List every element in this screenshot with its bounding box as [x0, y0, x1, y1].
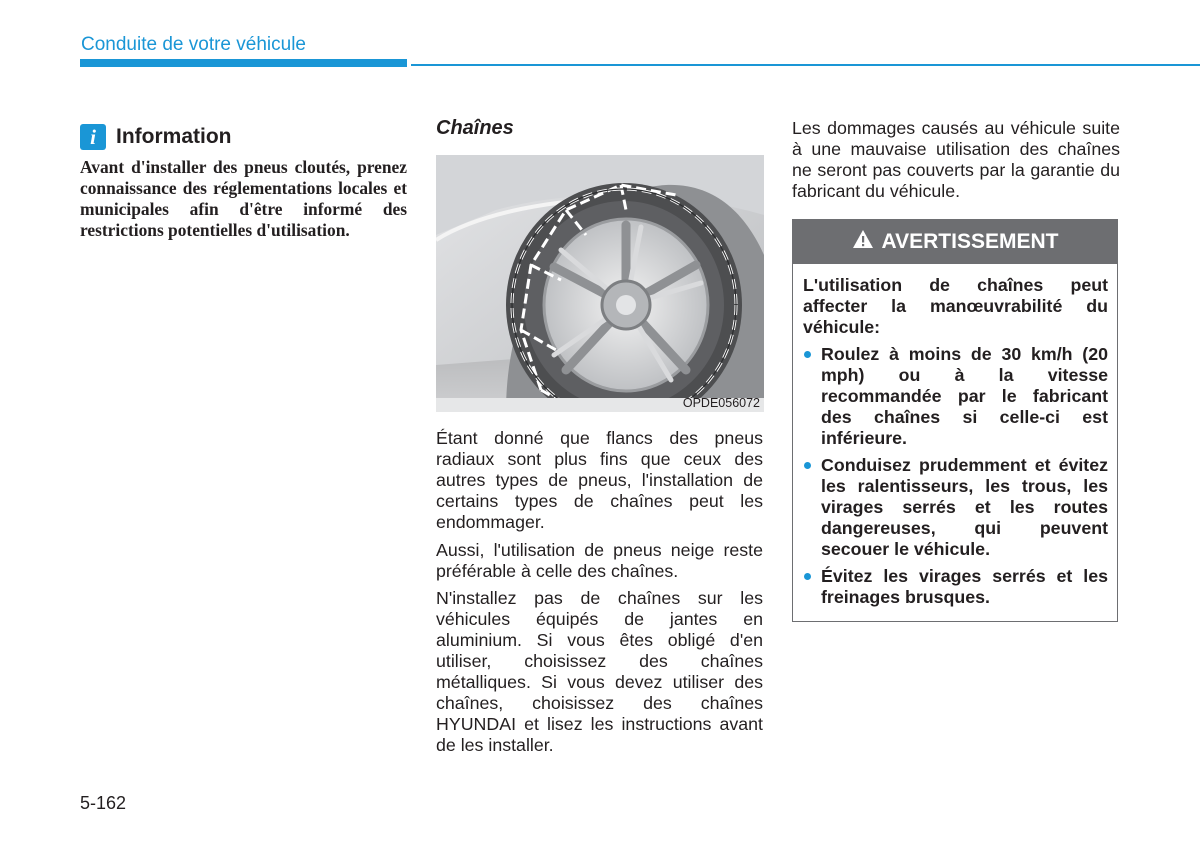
chains-paragraph-3: N'installez pas de chaînes sur les véhicules équipés de jantes en aluminium. Si vous êtes obligé d'en utiliser, choisissez des chaînes métalliques. Si vous devez utiliser des chaînes, choisissez des chaînes HYUNDAI et lisez les instructions avant de les installer.: [436, 588, 763, 755]
info-icon: i: [80, 124, 106, 150]
warning-list: [803, 566, 1108, 608]
warning-lead-text: L'utilisation de chaînes peut affecter la manœuvrabilité du véhicule:: [803, 275, 1108, 337]
information-title: Information: [116, 125, 232, 148]
warning-list-item: [803, 344, 1108, 449]
warning-header: [793, 220, 1117, 264]
chains-paragraph-2: Aussi, l'utilisation de pneus neige reste préférable à celle des chaînes.: [436, 540, 763, 581]
warning-list: [803, 344, 1108, 449]
warning-list-item: [803, 566, 1108, 608]
section-header-title: Conduite de votre véhicule: [81, 34, 306, 55]
header-rule-thick: [80, 59, 407, 67]
chains-section-title: Chaînes: [436, 117, 514, 139]
warranty-damage-text: Les dommages causés au véhicule suite à une mauvaise utilisation des chaînes ne seront pas couverts par la garantie du fabricant du véhicule.: [792, 118, 1120, 201]
warning-item-text: Conduisez prudemment et évitez les ralentisseurs, les trous, les virages serrés et les routes dangereuses, qui peuvent secouer le véhicule.: [821, 455, 1108, 559]
chains-paragraph-1: Étant donné que flancs des pneus radiaux sont plus fins que ceux des autres types de pneus, l'installation de certains types de chaînes peut les endommager.: [436, 428, 763, 532]
image-reference-code: OPDE056072: [682, 396, 760, 410]
tire-chain-illustration: [436, 155, 764, 412]
bullet-icon: [804, 351, 811, 358]
tire-chain-drawing: [436, 155, 764, 412]
warning-list-item: [803, 455, 1108, 560]
warning-item-text: Évitez les virages serrés et les freinages brusques.: [821, 566, 1108, 607]
page-number: 5-162: [80, 793, 127, 813]
information-text: Avant d'installer des pneus cloutés, prenez connaissance des réglementations locales et municipales afin d'être informé des restrictions potentielles d'utilisation.: [80, 157, 407, 240]
information-heading: [80, 124, 232, 150]
warning-title: AVERTISSEMENT: [881, 230, 1059, 253]
warning-item-text: Roulez à moins de 30 km/h (20 mph) ou à la vitesse recommandée par le fabricant des chaînes si celle-ci est inférieure.: [821, 344, 1108, 448]
bullet-icon: [804, 573, 811, 580]
header-rule-thin: [411, 64, 1200, 66]
warning-box: [792, 219, 1118, 622]
warning-triangle-icon: [852, 229, 874, 255]
warning-list: [803, 455, 1108, 560]
bullet-icon: [804, 462, 811, 469]
